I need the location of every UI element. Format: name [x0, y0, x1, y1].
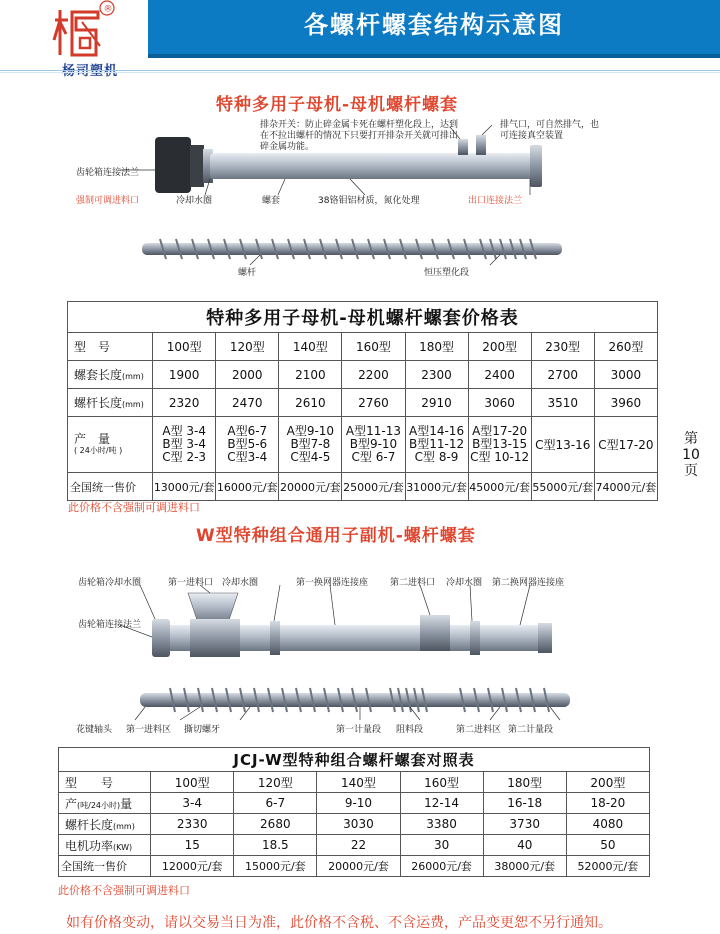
label-zone-feed2: 第二进料区 [456, 725, 502, 735]
label-exhaust: 排气口，可自然排气，也可连接真空装置 [500, 120, 600, 141]
screw-length-cell: 2470 [216, 389, 279, 417]
table1-caption: 特种多用子母机-母机螺杆螺套价格表 [68, 302, 658, 333]
model-cell: 120型 [216, 333, 279, 361]
price-cell: 52000元/套 [566, 856, 649, 877]
label-gear-flange: 齿轮箱连接法兰 [76, 168, 140, 178]
label-outlet-flange: 出口连接法兰 [468, 196, 523, 206]
model-cell: 260型 [594, 333, 657, 361]
screw-length-cell: 2330 [151, 814, 234, 835]
output-cell: 18-20 [566, 793, 649, 814]
output-cell: C型13-16 [531, 417, 594, 473]
power-cell: 18.5 [234, 835, 317, 856]
w-type-barrel-illustration [60, 575, 620, 735]
table-row [68, 389, 658, 417]
output-cell: A型11-13 B型9-10 C型 6-7 [342, 417, 405, 473]
price-cell: 16000元/套 [216, 473, 279, 501]
output-cell: C型17-20 [594, 417, 657, 473]
model-cell: 230型 [531, 333, 594, 361]
output-cell: A型6-7 B型5-6 C型3-4 [216, 417, 279, 473]
model-cell: 200型 [566, 772, 649, 793]
price-cell: 38000元/套 [483, 856, 566, 877]
model-cell: 160型 [342, 333, 405, 361]
price-cell: 13000元/套 [153, 473, 216, 501]
price-cell: 25000元/套 [342, 473, 405, 501]
price-cell: 20000元/套 [279, 473, 342, 501]
label-meter2: 第二计量段 [508, 725, 554, 735]
svg-text:®: ® [103, 4, 113, 15]
output-cell: 6-7 [234, 793, 317, 814]
section2-note: 此价格不含强制可调进料口 [58, 884, 190, 897]
label-spline: 花键轴头 [76, 725, 113, 735]
section1-title: 特种多用子母机-母机螺杆螺套 [216, 95, 459, 115]
output-label: 产 量 ( 24小时/吨 ) [68, 417, 153, 473]
table-row [59, 856, 650, 877]
screw-length-cell: 2760 [342, 389, 405, 417]
screw-length-cell: 3060 [468, 389, 531, 417]
output-cell: A型9-10 B型7-8 C型4-5 [279, 417, 342, 473]
price-label: 全国统一售价 [59, 856, 151, 877]
price-label: 全国统一售价 [68, 473, 153, 501]
table-row [68, 333, 658, 361]
screw-length-label: 螺杆长度(mm) [68, 389, 153, 417]
sleeve-length-cell: 1900 [153, 361, 216, 389]
price-cell: 45000元/套 [468, 473, 531, 501]
label-screw: 螺杆 [238, 268, 257, 278]
page-number: 第 10 页 [682, 431, 700, 479]
output-cell: A型17-20 B型13-15 C型 10-12 [468, 417, 531, 473]
screw-length-cell: 3030 [317, 814, 400, 835]
screw-length-cell: 3730 [483, 814, 566, 835]
label-feed1: 第一进料口 [168, 578, 214, 588]
screw-length-label: 螺杆长度(mm) [59, 814, 151, 835]
label-zone-feed1: 第一进料区 [126, 725, 172, 735]
price-cell: 12000元/套 [151, 856, 234, 877]
label-material: 38铬钼铝材质，氮化处理 [318, 196, 420, 206]
price-cell: 20000元/套 [317, 856, 400, 877]
page-title: 各螺杆螺套结构示意图 [148, 0, 720, 58]
model-cell: 100型 [153, 333, 216, 361]
section1-note: 此价格不含强制可调进料口 [68, 501, 200, 514]
sleeve-length-cell: 2300 [405, 361, 468, 389]
output-label: 产(吨/24小时)量 [59, 793, 151, 814]
screw-length-cell: 3960 [594, 389, 657, 417]
sleeve-length-cell: 2000 [216, 361, 279, 389]
label-cool-ring: 冷却水圈 [176, 196, 213, 206]
screw-length-cell: 2610 [279, 389, 342, 417]
table-row [68, 473, 658, 501]
screw-length-cell: 3510 [531, 389, 594, 417]
label-screen2: 第二换网器连接座 [492, 578, 565, 588]
table-row [59, 772, 650, 793]
price-cell: 55000元/套 [531, 473, 594, 501]
sleeve-length-cell: 2100 [279, 361, 342, 389]
price-cell: 74000元/套 [594, 473, 657, 501]
label-cool-ring-1: 冷却水圈 [222, 578, 259, 588]
model-cell: 140型 [317, 772, 400, 793]
output-cell: 12-14 [400, 793, 483, 814]
sleeve-length-cell: 2200 [342, 361, 405, 389]
table-row [68, 417, 658, 473]
screw-length-cell: 2320 [153, 389, 216, 417]
label-screen1: 第一换网器连接座 [296, 578, 369, 588]
w-type-compare-table [58, 747, 650, 877]
model-cell: 180型 [483, 772, 566, 793]
output-cell: A型 3-4 B型 3-4 C型 2-3 [153, 417, 216, 473]
label-sleeve: 螺套 [262, 196, 281, 206]
footer-disclaimer: 如有价格变动，请以交易当日为准，此价格不含税、不含运费，产品变更恕不另行通知。 [66, 915, 612, 931]
mother-price-table [67, 301, 658, 501]
screw-length-cell: 2910 [405, 389, 468, 417]
table2-caption: JCJ-W型特种组合螺杆螺套对照表 [59, 748, 650, 772]
label-meter1: 第一计量段 [336, 725, 382, 735]
label-feed-port: 强制可调进料口 [76, 196, 140, 206]
price-cell: 15000元/套 [234, 856, 317, 877]
table-row [59, 793, 650, 814]
power-cell: 22 [317, 835, 400, 856]
model-cell: 120型 [234, 772, 317, 793]
label-constant-zone: 恒压塑化段 [424, 268, 470, 278]
label-shear: 撕切螺牙 [184, 725, 221, 735]
price-cell: 31000元/套 [405, 473, 468, 501]
sleeve-length-label: 螺套长度(mm) [68, 361, 153, 389]
motor-power-label: 电机功率(KW) [59, 835, 151, 856]
price-cell: 26000元/套 [400, 856, 483, 877]
label-gear-flange-2: 齿轮箱连接法兰 [78, 620, 142, 630]
label-vent-switch: 排杂开关：防止碎金属卡死在螺杆塑化段上，达到在不拉出螺杆的情况下只要打开排杂开关就可排出碎金属功能。 [260, 120, 459, 152]
header-divider-2 [0, 72, 720, 73]
model-cell: 160型 [400, 772, 483, 793]
label-cool-ring-2: 冷却水圈 [446, 578, 483, 588]
model-cell: 180型 [405, 333, 468, 361]
output-cell: 9-10 [317, 793, 400, 814]
power-cell: 15 [151, 835, 234, 856]
power-cell: 50 [566, 835, 649, 856]
table-row [59, 835, 650, 856]
table-row [59, 814, 650, 835]
screw-length-cell: 3380 [400, 814, 483, 835]
output-cell: A型14-16 B型11-12 C型 8-9 [405, 417, 468, 473]
model-cell: 140型 [279, 333, 342, 361]
section2-title: W型特种组合通用子副机-螺杆螺套 [196, 526, 476, 546]
power-cell: 30 [400, 835, 483, 856]
screw-length-cell: 4080 [566, 814, 649, 835]
sleeve-length-cell: 2400 [468, 361, 531, 389]
sleeve-length-cell: 2700 [531, 361, 594, 389]
header-divider [0, 70, 720, 71]
brand-name: 杨司塑机 [61, 64, 118, 79]
label-feed2: 第二进料口 [390, 578, 436, 588]
model-label: 型 号 [68, 333, 153, 361]
screw-length-cell: 2680 [234, 814, 317, 835]
output-cell: 3-4 [151, 793, 234, 814]
model-cell: 100型 [151, 772, 234, 793]
output-cell: 16-18 [483, 793, 566, 814]
model-cell: 200型 [468, 333, 531, 361]
label-block: 阻料段 [396, 725, 424, 735]
power-cell: 40 [483, 835, 566, 856]
label-gear-cool: 齿轮箱冷却水圈 [78, 578, 142, 588]
model-label: 型 号 [59, 772, 151, 793]
sleeve-length-cell: 3000 [594, 361, 657, 389]
table-row [68, 361, 658, 389]
company-logo [52, 0, 122, 60]
